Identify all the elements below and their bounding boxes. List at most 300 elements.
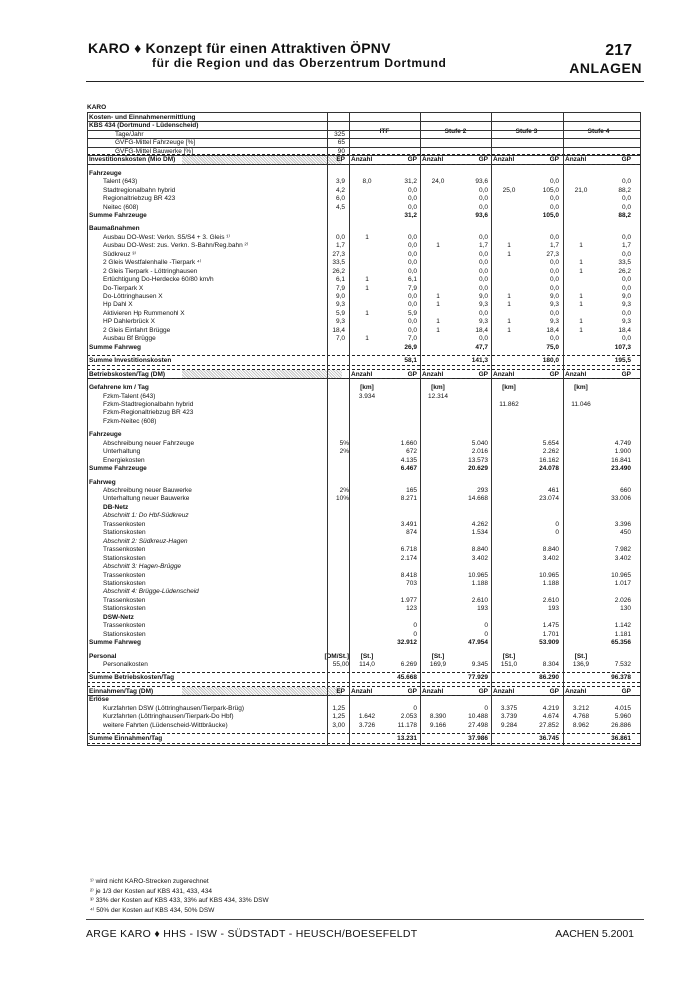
cell-value: 36.745 xyxy=(539,735,559,743)
cell-value: 1 xyxy=(436,293,440,300)
cell-value: 193 xyxy=(548,605,559,613)
row-label: Kosten- und Einnahmenermittlung xyxy=(89,114,196,121)
unit-price: 4,2 xyxy=(335,186,345,194)
cell-value: 11.178 xyxy=(397,721,417,729)
row-label: Trassenkosten xyxy=(103,571,146,579)
column-divider xyxy=(491,112,492,746)
cell-value: [St.] xyxy=(431,652,445,660)
cell-value: 0,0 xyxy=(407,250,417,258)
cell-value: 165 xyxy=(406,487,417,494)
cell-value: 47,7 xyxy=(475,343,488,351)
cell-value: 6.269 xyxy=(400,661,417,668)
unit-price: 6,0 xyxy=(335,195,345,203)
cell-value: 8.962 xyxy=(572,721,590,729)
cell-value: 0,0 xyxy=(478,233,488,241)
cell-value: 0,0 xyxy=(478,195,488,203)
cell-value: 3.402 xyxy=(471,554,488,562)
cell-value: 1 xyxy=(436,318,440,326)
unit-price: 3,9 xyxy=(335,178,345,186)
row-label: weitere Fahrten (Lüdenscheid-Wittbräucke) xyxy=(103,721,228,729)
row-label: Tage/Jahr xyxy=(115,130,144,138)
cell-value: 0,0 xyxy=(478,259,488,267)
cell-value: 7,9 xyxy=(407,284,417,292)
cell-value: 1 xyxy=(579,293,583,300)
cell-value: 9,3 xyxy=(549,318,559,326)
column-subheader: Anzahl xyxy=(351,687,373,695)
cell-value: 672 xyxy=(406,448,417,456)
cell-value: [St.] xyxy=(360,652,374,660)
cell-value: 1 xyxy=(507,250,511,258)
cell-value: 0,0 xyxy=(621,203,631,211)
cell-value: 5.040 xyxy=(471,439,488,447)
rate-value: 55,00 xyxy=(332,661,349,668)
cell-value: 9,0 xyxy=(549,293,559,300)
cell-value: 1.701 xyxy=(542,630,559,638)
cell-value: 0,0 xyxy=(549,267,559,275)
row-label: Summe Betriebskosten/Tag xyxy=(89,674,175,682)
cell-value: 0 xyxy=(484,622,488,630)
row-dash-top xyxy=(87,686,640,687)
column-subheader: Anzahl xyxy=(565,687,587,695)
cell-value: 1 xyxy=(507,293,511,300)
row-label: 2 Gleis Tierpark - Löttringhausen xyxy=(103,267,198,275)
unit-price: 9,0 xyxy=(335,293,345,300)
stage-header: Stufe 3 xyxy=(515,128,538,135)
row-label: Abschreibung neuer Bauwerke xyxy=(103,487,192,494)
unit-price: EP xyxy=(336,687,345,695)
cell-value: 2.262 xyxy=(542,448,559,456)
cell-value: 9,0 xyxy=(621,293,631,300)
row-label: Ausbau DO-West: Verkn. S5/S4 + 3. Gleis ¹⁾ xyxy=(103,233,231,241)
cell-value: 461 xyxy=(548,487,559,494)
footnotes xyxy=(90,877,269,915)
row-label: Abschnitt 1: Do Hbf-Südkreuz xyxy=(103,512,189,520)
cell-value: 0,0 xyxy=(407,242,417,250)
cell-value: 33.006 xyxy=(611,495,631,503)
row-label: Summe Fahrweg xyxy=(89,639,142,647)
cell-value: 1.188 xyxy=(542,579,559,587)
cell-value: 18,4 xyxy=(618,326,631,334)
column-subheader: GP xyxy=(407,156,417,164)
column-divider xyxy=(87,112,88,746)
cell-value: 123 xyxy=(406,605,417,613)
column-subheader: Anzahl xyxy=(493,687,515,695)
cell-value: 58,1 xyxy=(404,357,417,365)
column-divider xyxy=(327,112,328,746)
cell-value: 6,1 xyxy=(407,276,417,284)
cell-value: 27.852 xyxy=(539,721,559,729)
cell-value: 53.909 xyxy=(539,639,559,647)
cell-value: 703 xyxy=(406,579,417,587)
cell-value: 1 xyxy=(365,309,369,317)
cell-value: 10.488 xyxy=(468,713,488,721)
cell-value: 1 xyxy=(436,301,440,309)
column-divider xyxy=(563,112,564,746)
cell-value: 1 xyxy=(579,242,583,250)
row-label: HP Dahlerbrück X xyxy=(103,318,155,326)
row-label: Talent (643) xyxy=(103,178,138,186)
cell-value: 47.954 xyxy=(468,639,488,647)
cell-value: 88,2 xyxy=(618,186,631,194)
cell-value: 2.053 xyxy=(400,713,417,721)
cell-value: 130 xyxy=(620,605,631,613)
cell-value: [km] xyxy=(502,384,516,392)
cell-value: [St.] xyxy=(502,652,516,660)
cell-value: 0,0 xyxy=(621,178,631,186)
cell-value: 1 xyxy=(507,242,511,250)
cell-value: 3.739 xyxy=(500,713,518,721)
cell-value: 23.490 xyxy=(611,465,631,473)
rate-value: 5% xyxy=(339,439,349,447)
cell-value: 105,0 xyxy=(542,211,559,219)
row-label: Gefahrene km / Tag xyxy=(89,384,149,392)
rate-value: 2% xyxy=(339,448,349,456)
cell-value: 0 xyxy=(484,630,488,638)
column-subheader: GP xyxy=(549,156,559,164)
cell-value: 88,2 xyxy=(618,211,631,219)
row-dash-bottom xyxy=(87,743,640,744)
cell-value: 3.402 xyxy=(614,554,631,562)
cell-value: 1.534 xyxy=(471,529,488,537)
column-subheader: GP xyxy=(478,687,488,695)
cell-value: 75,0 xyxy=(546,343,559,351)
cell-value: 27.498 xyxy=(468,721,488,729)
table-bottom-rule xyxy=(87,745,640,746)
column-divider xyxy=(349,112,350,746)
column-subheader: Anzahl xyxy=(565,370,587,378)
cell-value: 2.610 xyxy=(542,596,559,604)
cell-value: 1,7 xyxy=(621,242,631,250)
cell-value: 0 xyxy=(413,704,417,712)
table-row xyxy=(87,638,640,647)
cell-value: 4.768 xyxy=(572,713,590,721)
row-label: DB-Netz xyxy=(103,503,129,511)
cell-value: 33,5 xyxy=(618,259,631,267)
cell-value: 7,0 xyxy=(407,335,417,343)
cell-value: 3.491 xyxy=(400,520,417,528)
row-dash-top xyxy=(87,733,640,734)
column-subheader: Anzahl xyxy=(422,687,444,695)
cell-value: 1 xyxy=(579,301,583,309)
row-label: Kurzfahrten DSW (Löttringhausen/Tierpark-Brüg) xyxy=(103,704,245,712)
row-dash-top xyxy=(87,369,640,370)
cell-value: 136,9 xyxy=(572,661,590,668)
cell-value: 23.074 xyxy=(539,495,559,503)
cell-value: 0,0 xyxy=(549,203,559,211)
cell-value: 9,0 xyxy=(478,293,488,300)
cell-value: 0,0 xyxy=(621,195,631,203)
row-label: Stationskosten xyxy=(103,630,146,638)
column-subheader: GP xyxy=(549,370,559,378)
unit-price: 26,2 xyxy=(332,267,345,275)
cell-value: 9,3 xyxy=(478,301,488,309)
cost-table xyxy=(87,103,640,873)
cell-value: 86.290 xyxy=(539,674,559,682)
cell-value: 26.886 xyxy=(611,721,631,729)
cell-value: 2.026 xyxy=(614,596,631,604)
cell-value: 32.912 xyxy=(397,639,417,647)
table-row xyxy=(87,464,640,473)
cell-value: 0,0 xyxy=(407,195,417,203)
unit-price: 1,25 xyxy=(332,704,345,712)
cell-value: 9,3 xyxy=(549,301,559,309)
row-label: Fzkm-Neitec (608) xyxy=(103,417,157,425)
cell-value: 151,0 xyxy=(500,661,518,668)
row-label: Trassenkosten xyxy=(103,622,146,630)
cell-value: 0,0 xyxy=(407,267,417,275)
cell-value: 2.016 xyxy=(471,448,488,456)
cell-value: 3.396 xyxy=(614,520,631,528)
row-dash-top xyxy=(87,672,640,673)
row-dash-top xyxy=(87,355,640,356)
unit-price: 65 xyxy=(337,139,345,147)
row-label: Ausbau DO-West: zus. Verkn. S-Bahn/Reg.bahn ²⁾ xyxy=(103,242,249,250)
rate-value: 2% xyxy=(339,487,349,494)
footer-authors: ARGE KARO ♦ HHS - ISW - SÜDSTADT - HEUSCH/BOESEFELDT xyxy=(86,928,418,940)
row-label: Unterhaltung neuer Bauwerke xyxy=(103,495,190,503)
row-label: Südkreuz ³⁾ xyxy=(103,250,137,258)
column-subheader: GP xyxy=(549,687,559,695)
cell-value: 8.271 xyxy=(400,495,417,503)
row-label: Summe Investitionskosten xyxy=(89,357,172,365)
cell-value: 11.046 xyxy=(571,400,591,408)
cell-value: 1 xyxy=(579,326,583,334)
cell-value: 0,0 xyxy=(407,203,417,211)
row-label: Abschnitt 4: Brügge-Lüdenscheid xyxy=(103,588,199,596)
row-label: Erlöse xyxy=(89,696,109,704)
cell-value: 0 xyxy=(484,704,488,712)
cell-value: 0,0 xyxy=(407,301,417,309)
document-title: KARO ♦ Konzept für einen Attraktiven ÖPNV xyxy=(88,40,391,56)
cell-value: 26,9 xyxy=(404,343,417,351)
cell-value: 1.660 xyxy=(400,439,417,447)
cell-value: 107,3 xyxy=(614,343,631,351)
row-label: Stationskosten xyxy=(103,605,146,613)
table-row xyxy=(87,417,640,426)
column-subheader: Anzahl xyxy=(493,370,515,378)
row-dash-top xyxy=(87,154,640,155)
cell-value: 10.965 xyxy=(468,571,488,579)
row-label: Baumaßnahmen xyxy=(89,225,140,233)
row-label: Abschnitt 3: Hagen-Brügge xyxy=(103,563,182,571)
cell-value: 1.900 xyxy=(614,448,631,456)
row-label: Stadtregionalbahn hybrid xyxy=(103,186,176,194)
cell-value: 4.219 xyxy=(542,704,559,712)
cell-value: 8.840 xyxy=(542,546,559,554)
stage-header: Stufe 4 xyxy=(587,128,610,135)
cell-value: 3.212 xyxy=(572,704,590,712)
cell-value: 9,3 xyxy=(621,318,631,326)
rate-value: [DM/St.] xyxy=(324,652,349,660)
cell-value: 13.231 xyxy=(397,735,417,743)
column-subheader: GP xyxy=(407,687,417,695)
cell-value: 0 xyxy=(413,630,417,638)
cell-value: 1 xyxy=(365,284,369,292)
table-row xyxy=(87,660,640,669)
row-label: GVFG-Mittel Bauwerke [%] xyxy=(115,147,194,155)
cell-value: 6.467 xyxy=(400,465,417,473)
cell-value: 0,0 xyxy=(478,284,488,292)
cell-value: 0,0 xyxy=(621,284,631,292)
cell-value: 0,0 xyxy=(478,250,488,258)
cell-value: 0,0 xyxy=(407,326,417,334)
cell-value: 31,2 xyxy=(404,178,417,186)
column-subheader: GP xyxy=(621,687,631,695)
cell-value: 0,0 xyxy=(621,250,631,258)
row-label: Aktivieren Hp Rummenohl X xyxy=(103,309,185,317)
cell-value: 1.642 xyxy=(358,713,376,721)
cell-value: 2.174 xyxy=(400,554,417,562)
cell-value: 65.356 xyxy=(611,639,631,647)
cell-value: 26,2 xyxy=(618,267,631,275)
cell-value: 31,2 xyxy=(404,211,417,219)
row-dash-bottom xyxy=(87,682,640,683)
unit-price: 0,0 xyxy=(335,233,345,241)
row-label: Fzkm-Talent (643) xyxy=(103,392,156,400)
cell-value: 16.841 xyxy=(611,456,631,464)
cell-value: 0,0 xyxy=(407,233,417,241)
stage-header: Stufe 2 xyxy=(444,128,467,135)
table-top-label: KARO xyxy=(87,104,107,111)
unit-price: 7,9 xyxy=(335,284,345,292)
row-dash-bottom xyxy=(87,378,640,379)
cell-value: 1,7 xyxy=(549,242,559,250)
cell-value: 193 xyxy=(477,605,488,613)
unit-price: 3,00 xyxy=(332,721,345,729)
unit-price: 1,25 xyxy=(332,713,345,721)
cell-value: 9.345 xyxy=(471,661,488,668)
cell-value: 5,9 xyxy=(407,309,417,317)
cell-value: 0,0 xyxy=(549,178,559,186)
cell-value: 4.262 xyxy=(471,520,488,528)
cell-value: 1 xyxy=(579,267,583,275)
section-label: ANLAGEN xyxy=(569,60,642,76)
cell-value: 450 xyxy=(620,529,631,537)
unit-price: 9,3 xyxy=(335,301,345,309)
cell-value: 5.960 xyxy=(614,713,631,721)
unit-price: 33,5 xyxy=(332,259,345,267)
cell-value: 660 xyxy=(620,487,631,494)
cell-value: 16.162 xyxy=(539,456,559,464)
cell-value: 93,6 xyxy=(475,178,488,186)
cell-value: 0,0 xyxy=(407,259,417,267)
row-label: KBS 434 (Dortmund - Lüdenscheid) xyxy=(89,122,199,130)
cell-value: 0,0 xyxy=(549,259,559,267)
cell-value: 0,0 xyxy=(407,186,417,194)
cell-value: 24,0 xyxy=(431,178,445,186)
cell-value: 10.965 xyxy=(539,571,559,579)
column-divider xyxy=(420,112,421,746)
cell-value: 0,0 xyxy=(478,203,488,211)
cell-value: 3.402 xyxy=(542,554,559,562)
unit-price: 9,3 xyxy=(335,318,345,326)
row-label: Personalkosten xyxy=(103,661,148,668)
row-label: Do-Tierpark X xyxy=(103,284,144,292)
cell-value: 77.929 xyxy=(468,674,488,682)
table-row xyxy=(87,211,640,220)
cell-value: 13.573 xyxy=(468,456,488,464)
row-label: Einnahmen/Tag (DM) xyxy=(89,687,154,695)
cell-value: 1.017 xyxy=(614,579,631,587)
table-top-rule xyxy=(87,112,640,113)
cell-value: 1 xyxy=(436,326,440,334)
cell-value: 1,7 xyxy=(478,242,488,250)
cell-value: 1 xyxy=(436,242,440,250)
cell-value: 0,0 xyxy=(478,186,488,194)
cell-value: 9,3 xyxy=(621,301,631,309)
cell-value: 1.142 xyxy=(614,622,631,630)
cell-value: 0,0 xyxy=(407,293,417,300)
cell-value: 0,0 xyxy=(549,309,559,317)
row-label: Unterhaltung xyxy=(103,448,141,456)
cell-value: 2.610 xyxy=(471,596,488,604)
cell-value: 0,0 xyxy=(478,267,488,275)
cell-value: 24.078 xyxy=(539,465,559,473)
cell-value: 1.977 xyxy=(400,596,417,604)
row-label: Kurzfahrten (Löttringhausen/Tierpark-Do Hbf) xyxy=(103,713,234,721)
row-label: Abschreibung neuer Fahrzeuge xyxy=(103,439,195,447)
cell-value: 18,4 xyxy=(475,326,488,334)
unit-price: EP xyxy=(336,156,345,164)
cell-value: 93,6 xyxy=(475,211,488,219)
row-label: Investitionskosten (Mio DM) xyxy=(89,156,176,164)
row-label: Fahrzeuge xyxy=(89,169,122,177)
row-label: Trassenkosten xyxy=(103,596,146,604)
row-label: Fzkm-Regionaltriebzug BR 423 xyxy=(103,409,194,417)
cell-value: 1 xyxy=(365,233,369,241)
row-label: GVFG-Mittel Fahrzeuge [%] xyxy=(115,139,196,147)
cell-value: 0,0 xyxy=(549,335,559,343)
row-label: Fahrzeuge xyxy=(89,431,122,439)
cell-value: 1.181 xyxy=(614,630,631,638)
cell-value: [km] xyxy=(574,384,588,392)
unit-price: 1,7 xyxy=(335,242,345,250)
row-label: Stationskosten xyxy=(103,579,146,587)
row-label: Summe Einnahmen/Tag xyxy=(89,735,163,743)
cell-value: 0,0 xyxy=(549,233,559,241)
row-label: DSW-Netz xyxy=(103,613,134,621)
cell-value: 8.304 xyxy=(542,661,559,668)
cell-value: 0,0 xyxy=(621,276,631,284)
cell-value: 874 xyxy=(406,529,417,537)
column-subheader: GP xyxy=(478,156,488,164)
cell-value: 10.965 xyxy=(611,571,631,579)
cell-value: 0 xyxy=(413,622,417,630)
cell-value: 1 xyxy=(507,318,511,326)
cell-value: 4.749 xyxy=(614,439,631,447)
row-label: Regionaltriebzug BR 423 xyxy=(103,195,176,203)
cell-value: 37.986 xyxy=(468,735,488,743)
cell-value: 1 xyxy=(507,326,511,334)
cell-value: 1 xyxy=(365,335,369,343)
column-subheader: Anzahl xyxy=(351,370,373,378)
cell-value: 11.862 xyxy=(499,400,519,408)
rate-value: 10% xyxy=(335,495,349,503)
cell-value: 0,0 xyxy=(478,335,488,343)
row-label: Stationskosten xyxy=(103,529,146,537)
column-subheader: GP xyxy=(621,370,631,378)
footnote-4: ⁴⁾ 50% der Kosten auf KBS 434, 50% DSW xyxy=(90,906,215,914)
row-label: Ausbau Bf Brügge xyxy=(103,335,156,343)
cell-value: [St.] xyxy=(574,652,588,660)
cell-value: 180,0 xyxy=(542,357,559,365)
footnote-2: ²⁾ je 1/3 der Kosten auf KBS 431, 433, 434 xyxy=(90,887,212,895)
stage-header: ITF xyxy=(379,128,390,135)
unit-price: 325 xyxy=(334,130,345,138)
cell-value: 20.629 xyxy=(468,465,488,473)
cell-value: 0,0 xyxy=(549,284,559,292)
cell-value: 9.284 xyxy=(500,721,518,729)
